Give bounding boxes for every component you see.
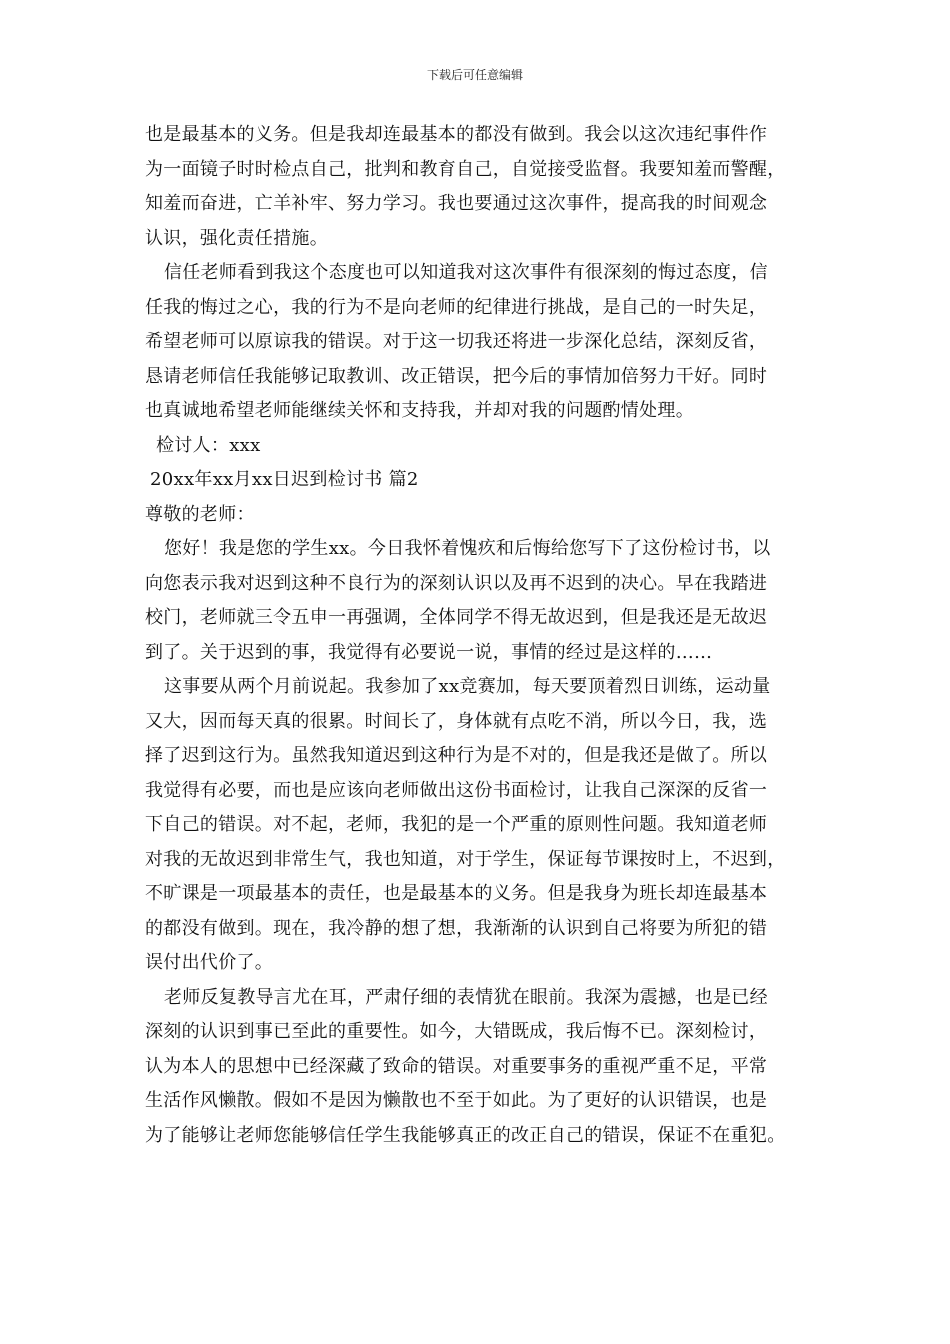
text-line: 的都没有做到。现在，我冷静的想了想，我渐渐的认识到自己将要为所犯的错 (145, 917, 768, 939)
page-header: 下载后可任意编辑 (426, 68, 523, 82)
text-line: 误付出代价了。 (145, 952, 274, 973)
text-line: 下自己的错误。对不起，老师，我犯的是一个严重的原则性问题。我知道老师 (145, 814, 768, 835)
text-line: 又大，因而每天真的很累。时间长了，身体就有点吃不消，所以今日，我，选 (145, 710, 768, 732)
text-line: 认识，强化责任措施。 (145, 227, 328, 249)
text-line: 希望老师可以原谅我的错误。对于这一切我还将进一步深化总结，深刻反省， (145, 331, 768, 352)
text-line: 到了。关于迟到的事，我觉得有必要说一说，事情的经过是这样的…… (145, 641, 713, 663)
text-line: 校门，老师就三令五申一再强调，全体同学不得无故迟到，但是我还是无故迟 (145, 607, 768, 628)
text-line: 认为本人的思想中已经深藏了致命的错误。对重要事务的重视严重不足，平常 (145, 1055, 768, 1077)
text-line: 20xx年xx月xx日迟到检讨书 篇2 (150, 469, 419, 490)
text-line: 尊敬的老师： (145, 503, 255, 525)
text-line: 我觉得有必要，而也是应该向老师做出这份书面检讨，让我自己深深的反省一 (145, 779, 768, 801)
text-line: 恳请老师信任我能够记取教训、改正错误，把今后的事情加倍努力干好。同时 (145, 365, 768, 387)
text-line: 生活作风懒散。假如不是因为懒散也不至于如此。为了更好的认识错误，也是 (145, 1090, 768, 1111)
text-line: 也是最基本的义务。但是我却连最基本的都没有做到。我会以这次违纪事件作 (145, 124, 768, 145)
text-line: 这事要从两个月前说起。我参加了xx竞赛加，每天要顶着烈日训练，运动量 (164, 676, 771, 697)
text-line: 对我的无故迟到非常生气，我也知道，对于学生，保证每节课按时上，不迟到， (145, 848, 786, 870)
text-line: 为一面镜子时时检点自己，批判和教育自己，自觉接受监督。我要知羞而警醒， (145, 158, 786, 180)
text-line: 任我的悔过之心，我的行为不是向老师的纪律进行挑战，是自己的一时失足， (145, 296, 768, 318)
document-body (145, 118, 835, 1153)
text-line: 不旷课是一项最基本的责任，也是最基本的义务。但是我身为班长却连最基本 (145, 883, 768, 904)
text-line: 您好！我是您的学生xx。今日我怀着愧疚和后悔给您写下了这份检讨书，以 (164, 538, 771, 559)
text-line: 深刻的认识到事已至此的重要性。如今，大错既成，我后悔不已。深刻检讨， (145, 1021, 768, 1042)
text-line: 向您表示我对迟到这种不良行为的深刻认识以及再不迟到的决心。早在我踏进 (145, 572, 768, 594)
text-line: 也真诚地希望老师能继续关怀和支持我，并却对我的问题酌情处理。 (145, 400, 694, 421)
text-line: 检讨人：xxx (156, 434, 261, 456)
text-line: 为了能够让老师您能够信任学生我能够真正的改正自己的错误，保证不在重犯。 (145, 1124, 786, 1146)
text-line: 老师反复教导言尤在耳，严肃仔细的表情犹在眼前。我深为震撼，也是已经 (164, 986, 768, 1008)
text-line: 知羞而奋进，亡羊补牢、努力学习。我也要通过这次事件，提高我的时间观念 (145, 193, 768, 214)
text-line: 信任老师看到我这个态度也可以知道我对这次事件有很深刻的悔过态度，信 (164, 262, 768, 283)
text-line: 择了迟到这行为。虽然我知道迟到这种行为是不对的，但是我还是做了。所以 (145, 745, 768, 766)
